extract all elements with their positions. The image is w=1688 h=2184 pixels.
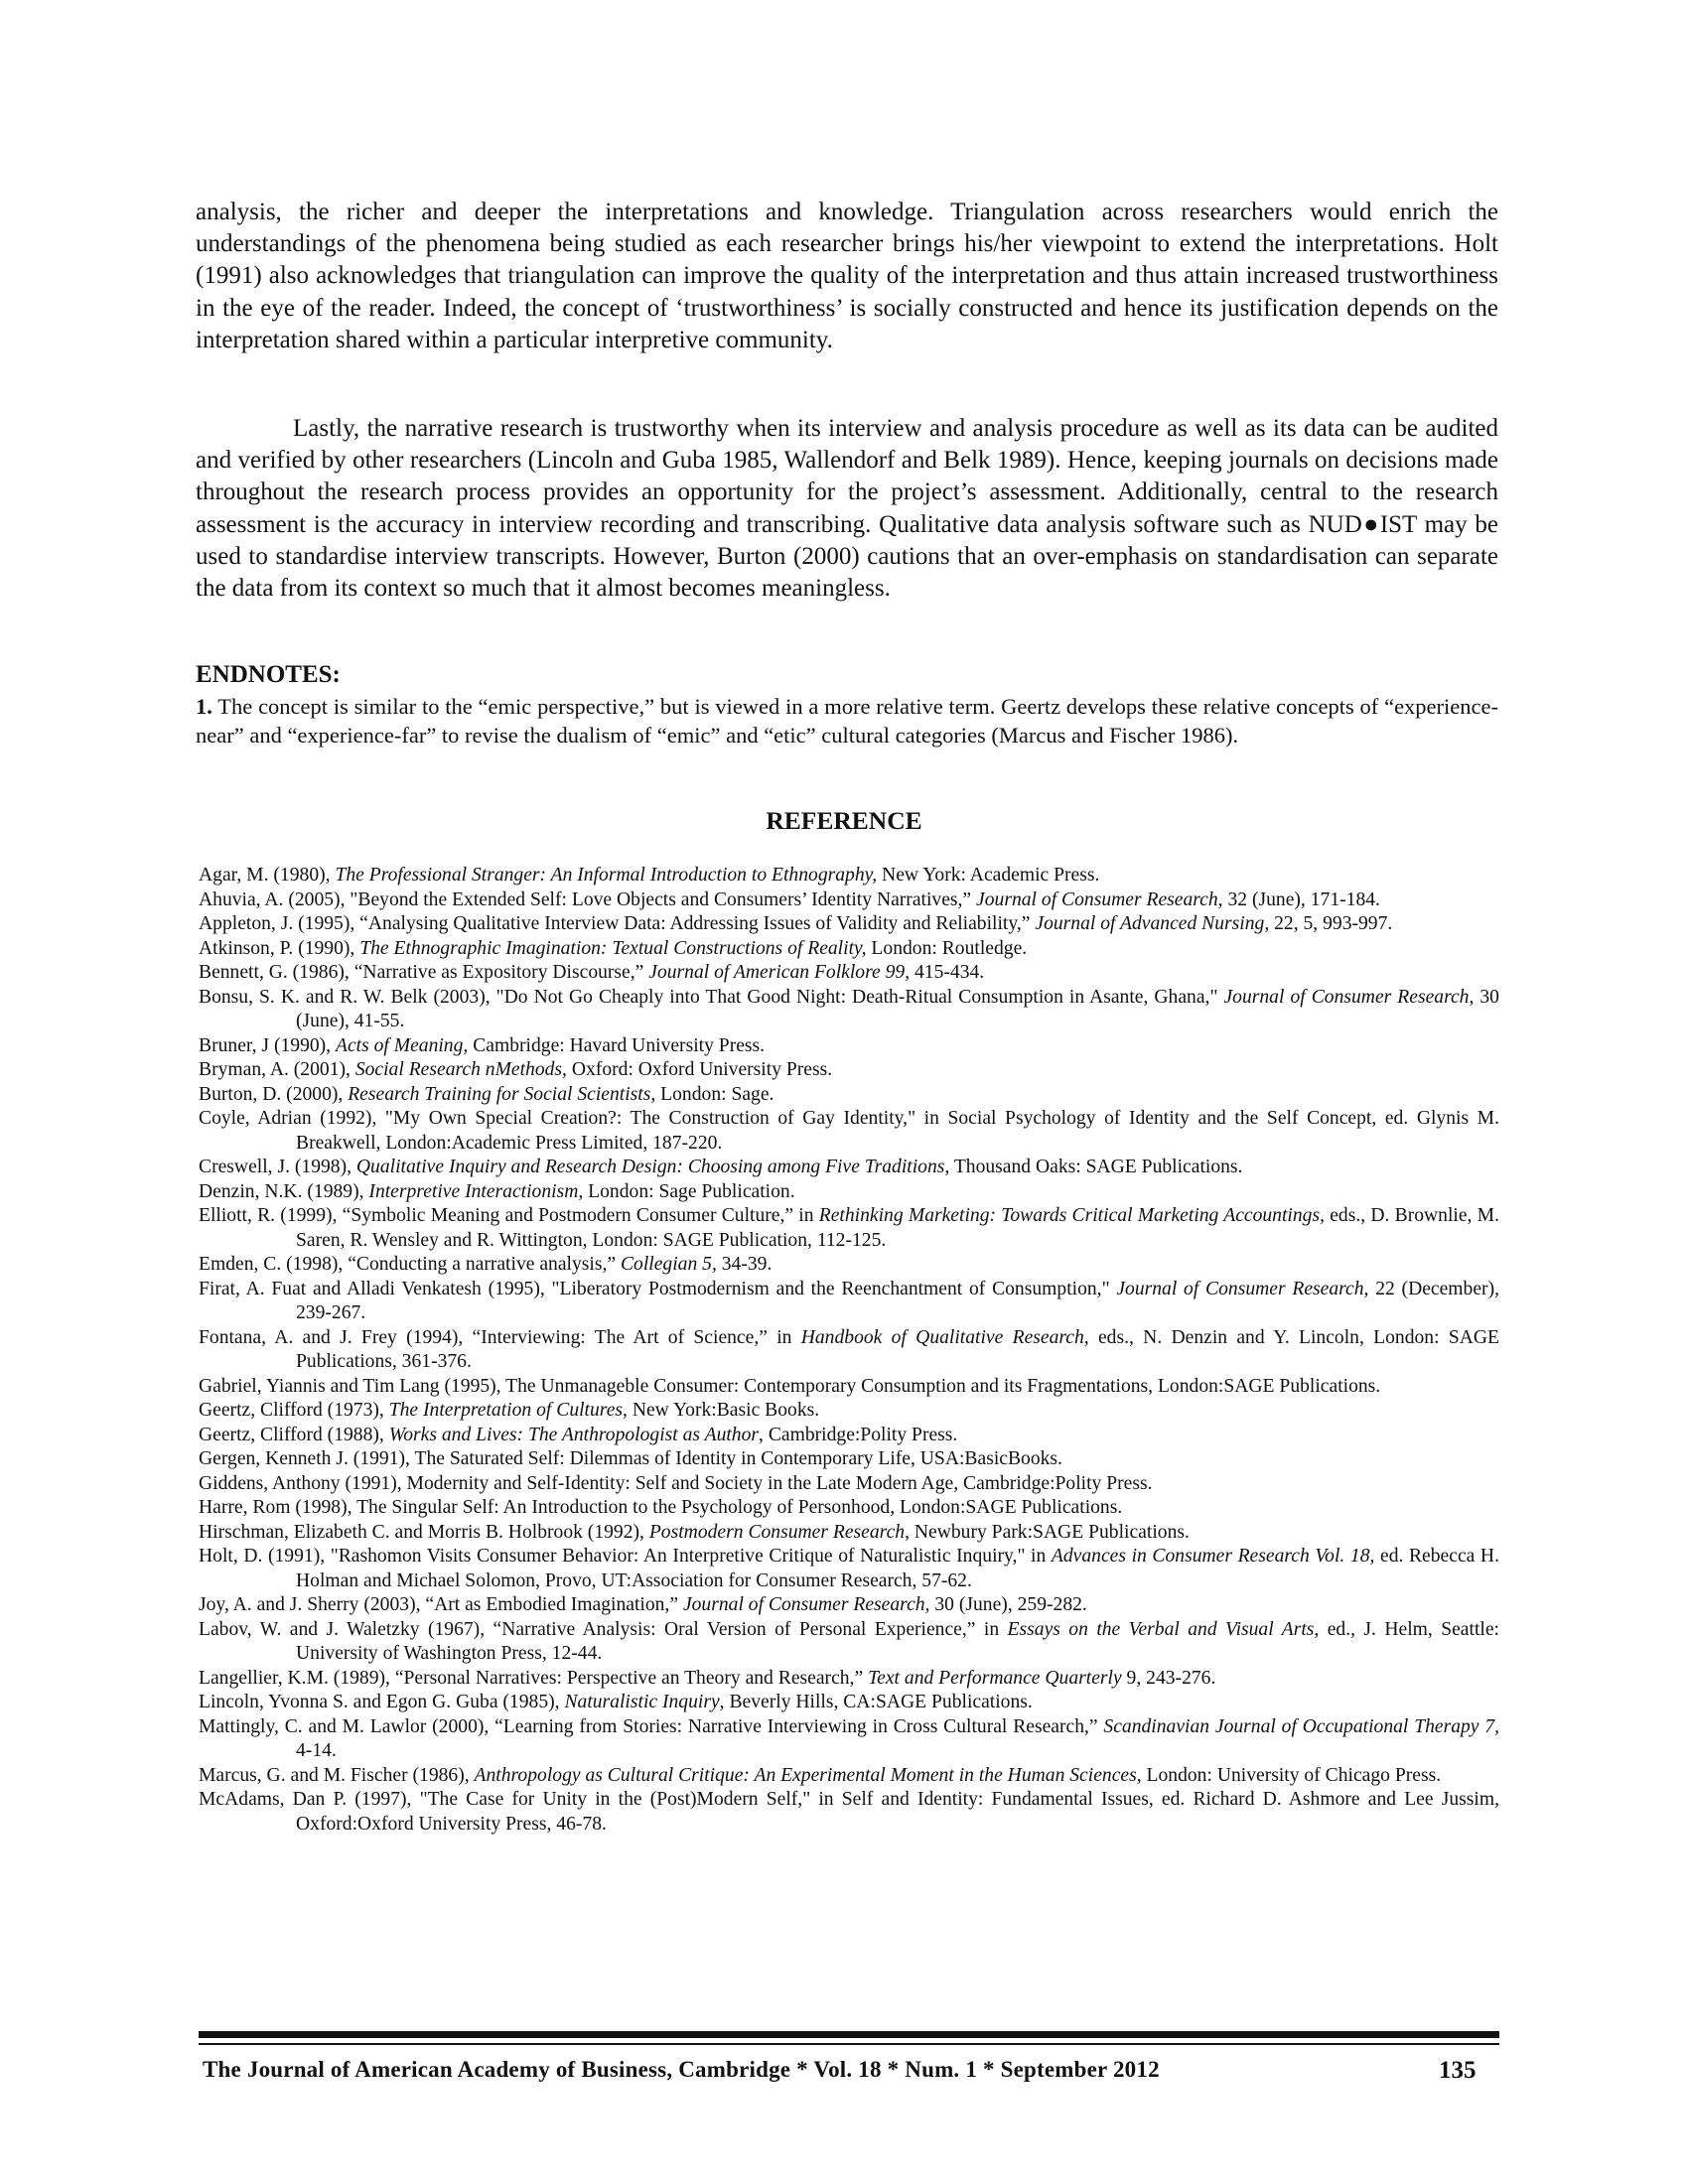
reference-text: Fontana, A. and J. Frey (1994), “Interviewing: The Art of Science,” in bbox=[199, 1326, 801, 1348]
reference-text: London: Routledge. bbox=[866, 937, 1028, 959]
reference-text: Firat, A. Fuat and Alladi Venkatesh (1995), "Liberatory Postmodernism and the Reenchantment of Consumption," bbox=[199, 1278, 1117, 1299]
reference-text: 415-434. bbox=[910, 962, 985, 983]
reference-text: Bennett, G. (1986), “Narrative as Expository Discourse,” bbox=[199, 962, 649, 983]
reference-text: 4-14. bbox=[296, 1740, 337, 1761]
reference-text: Burton, D. (2000), bbox=[199, 1083, 349, 1105]
journal-footer: The Journal of American Academy of Business, Cambridge * Vol. 18 * Num. 1 * September 2012 bbox=[203, 2057, 1160, 2082]
reference-text: , Beverly Hills, CA:SAGE Publications. bbox=[719, 1692, 1033, 1712]
reference-entry bbox=[199, 1788, 1499, 1837]
reference-title: Works and Lives: The Anthropologist as Author bbox=[388, 1424, 760, 1445]
reference-text: Giddens, Anthony (1991), Modernity and Self-Identity: Self and Society in the Late Modern Age, Cambridge:Polity Press. bbox=[199, 1472, 1153, 1494]
reference-entry bbox=[199, 1764, 1499, 1789]
reference-title: Anthropology as Cultural Critique: An Experimental Moment in the Human Sciences, bbox=[474, 1764, 1142, 1786]
reference-title: Essays on the Verbal and Visual Arts, bbox=[1007, 1618, 1320, 1640]
reference-entry bbox=[199, 986, 1499, 1034]
reference-entry bbox=[199, 1521, 1499, 1546]
reference-entry bbox=[199, 1058, 1499, 1083]
reference-entry bbox=[199, 1593, 1499, 1618]
body-paragraph: Lastly, the narrative research is trustworthy when its interview and analysis procedure as well as its data can be audited and verified by other researchers (Lincoln and Guba 1985, Wallendorf and Belk 1989). Hence, keeping journals on decisions made throughout the research process provides an opportunity for the project’s assessment. Additionally, central to the research assessment is the accuracy in interview recording and transcribing. Qualitative data analysis software such as NUD●IST may be used to standardise interview transcripts. However, Burton (2000) cautions that an over-emphasis on standardisation can separate the data from its context so much that it almost becomes meaningless. bbox=[196, 415, 1498, 603]
reference-title: Scandinavian Journal of Occupational Therapy 7, bbox=[1103, 1715, 1500, 1737]
reference-text: , New York:Basic Books. bbox=[623, 1400, 820, 1421]
reference-title: Text and Performance Quarterly bbox=[868, 1667, 1122, 1689]
reference-text: Emden, C. (1998), “Conducting a narrative analysis,” bbox=[199, 1254, 621, 1275]
reference-text: , 22, 5, 993-997. bbox=[1264, 913, 1393, 934]
reference-entry bbox=[199, 1083, 1499, 1108]
reference-entry bbox=[199, 1424, 1499, 1448]
reference-text: Appleton, J. (1995), “Analysing Qualitative Interview Data: Addressing Issues of Validity and Reliability,” bbox=[199, 913, 1036, 934]
reference-text: Elliott, R. (1999), “Symbolic Meaning and Postmodern Consumer Culture,” in bbox=[199, 1205, 819, 1226]
reference-list bbox=[199, 864, 1499, 1837]
reference-entry bbox=[199, 912, 1499, 937]
reference-heading: REFERENCE bbox=[766, 806, 922, 835]
reference-entry bbox=[199, 1180, 1499, 1205]
reference-text: Lincoln, Yvonna S. and Egon G. Guba (1985), bbox=[199, 1692, 565, 1712]
reference-text: Marcus, G. and M. Fischer (1986), bbox=[199, 1764, 475, 1786]
reference-text: Gabriel, Yiannis and Tim Lang (1995), The Unmanageble Consumer: Contemporary Consumption and its Fragmentations, London:SAGE Publications. bbox=[199, 1375, 1381, 1397]
reference-entry bbox=[199, 1545, 1499, 1593]
reference-text: ed. Rebecca H. Holman and Michael Solomon, Provo, UT:Association for Consumer Research, 57-62. bbox=[296, 1546, 1499, 1591]
reference-text: Creswell, J. (1998), bbox=[199, 1157, 356, 1177]
reference-entry bbox=[199, 888, 1499, 913]
reference-entry bbox=[199, 1447, 1499, 1472]
reference-text: Ahuvia, A. (2005), "Beyond the Extended Self: Love Objects and Consumers’ Identity Narratives,” bbox=[199, 888, 977, 910]
reference-title: Journal of American Folklore 99, bbox=[648, 962, 911, 983]
reference-text: Joy, A. and J. Sherry (2003), “Art as Embodied Imagination,” bbox=[199, 1594, 683, 1615]
reference-text: Harre, Rom (1998), The Singular Self: An Introduction to the Psychology of Personhood, London:SAGE Publications. bbox=[199, 1497, 1123, 1518]
reference-title: Journal of Consumer Research, bbox=[682, 1594, 930, 1615]
reference-text: 34-39. bbox=[716, 1254, 773, 1275]
endnote-item bbox=[196, 692, 1498, 750]
reference-title: Journal of Consumer Research, bbox=[1223, 986, 1475, 1008]
endnote-text: The concept is similar to the “emic perspective,” but is viewed in a more relative term. Geertz develops these relative concepts of “experience-near” and “experience-far” to revise the dualism of “emic” and “etic” cultural categories (Marcus and Fischer 1986). bbox=[196, 694, 1498, 748]
reference-title: Collegian 5, bbox=[620, 1254, 717, 1275]
body-paragraph: analysis, the richer and deeper the interpretations and knowledge. Triangulation across researchers would enrich the understandings of the phenomena being studied as each researcher brings his/her viewpoint to extend the interpretations. Holt (1991) also acknowledges that triangulation can improve the quality of the interpretation and thus attain increased trustworthiness in the eye of the reader. Indeed, the concept of ‘trustworthiness’ is socially constructed and hence its justification depends on the interpretation shared within a particular interpretive community. bbox=[196, 199, 1498, 353]
reference-text: Thousand Oaks: SAGE Publications. bbox=[949, 1157, 1243, 1177]
footer-rule-thin bbox=[199, 2043, 1499, 2045]
reference-entry bbox=[199, 864, 1499, 888]
reference-title: Interpretive Interactionism, bbox=[368, 1180, 584, 1202]
reference-text: ed., J. Helm, Seattle: University of Washington Press, 12-44. bbox=[296, 1618, 1499, 1664]
page-number: 135 bbox=[1439, 2057, 1477, 2084]
reference-title: Research Training for Social Scientists, bbox=[348, 1083, 656, 1105]
reference-title: Naturalistic Inquiry bbox=[564, 1692, 720, 1712]
reference-text: Geertz, Clifford (1988), bbox=[199, 1424, 389, 1445]
reference-text: Holt, D. (1991), "Rashomon Visits Consumer Behavior: An Interpretive Critique of Naturalistic Inquiry," in bbox=[199, 1546, 1052, 1567]
reference-entry bbox=[199, 1399, 1499, 1424]
reference-text: London: Sage. bbox=[655, 1083, 774, 1105]
reference-title: The Ethnographic Imagination: Textual Constructions of Reality, bbox=[359, 937, 867, 959]
reference-title: Journal of Consumer Research, bbox=[1116, 1278, 1369, 1299]
reference-title: Qualitative Inquiry and Research Design: Choosing among Five Traditions, bbox=[355, 1157, 950, 1177]
reference-text: Oxford: Oxford University Press. bbox=[566, 1059, 833, 1080]
reference-entry bbox=[199, 937, 1499, 962]
reference-entry bbox=[199, 1375, 1499, 1400]
reference-text: 32 (June), 171-184. bbox=[1222, 888, 1380, 910]
reference-text: Atkinson, P. (1990), bbox=[199, 937, 360, 959]
reference-entry bbox=[199, 1691, 1499, 1715]
reference-title: The Interpretation of Cultures bbox=[388, 1400, 624, 1421]
reference-entry bbox=[199, 1667, 1499, 1692]
reference-entry bbox=[199, 961, 1499, 986]
reference-entry bbox=[199, 1204, 1499, 1253]
reference-text: 9, 243-276. bbox=[1121, 1667, 1216, 1689]
reference-title: Journal of Advanced Nursing bbox=[1035, 913, 1265, 934]
reference-text: Agar, M. (1980), bbox=[199, 865, 336, 886]
reference-title: Acts of Meaning, bbox=[335, 1034, 469, 1056]
reference-title: Rethinking Marketing: Towards Critical Marketing Accountings, bbox=[818, 1205, 1325, 1226]
endnotes-heading: ENDNOTES: bbox=[196, 661, 341, 688]
endnote-number: 1. bbox=[196, 694, 212, 719]
reference-text: Bruner, J (1990), bbox=[199, 1034, 336, 1056]
reference-entry bbox=[199, 1326, 1499, 1375]
reference-text: Bryman, A. (2001), bbox=[199, 1059, 355, 1080]
reference-title: The Professional Stranger: An Informal Introduction to Ethnography, bbox=[335, 865, 878, 886]
reference-title: Advances in Consumer Research Vol. 18, bbox=[1051, 1546, 1375, 1567]
reference-entry bbox=[199, 1156, 1499, 1180]
reference-text: Gergen, Kenneth J. (1991), The Saturated Self: Dilemmas of Identity in Contemporary Life, USA:BasicBooks. bbox=[199, 1448, 1062, 1469]
reference-entry bbox=[199, 1107, 1499, 1156]
reference-text: , Cambridge:Polity Press. bbox=[759, 1424, 958, 1445]
reference-title: Journal of Consumer Research, bbox=[976, 888, 1223, 910]
footer-rule-thick bbox=[199, 2031, 1499, 2038]
reference-text: London: University of Chicago Press. bbox=[1141, 1764, 1442, 1786]
reference-title: Postmodern Consumer Research bbox=[648, 1521, 906, 1543]
reference-text: New York: Academic Press. bbox=[877, 865, 1100, 886]
reference-text: eds., D. Brownlie, M. Saren, R. Wensley and R. Wittington, London: SAGE Publication, 112-125. bbox=[296, 1205, 1499, 1251]
reference-text: , Newbury Park:SAGE Publications. bbox=[905, 1521, 1190, 1543]
reference-text: Labov, W. and J. Waletzky (1967), “Narrative Analysis: Oral Version of Personal Experience,” in bbox=[199, 1618, 1008, 1640]
reference-text: Denzin, N.K. (1989), bbox=[199, 1180, 369, 1202]
reference-text: Hirschman, Elizabeth C. and Morris B. Holbrook (1992), bbox=[199, 1521, 649, 1543]
reference-text: London: Sage Publication. bbox=[583, 1180, 795, 1202]
reference-entry bbox=[199, 1618, 1499, 1667]
reference-entry bbox=[199, 1496, 1499, 1521]
reference-text: 30 (June), 259-282. bbox=[929, 1594, 1087, 1615]
reference-text: Langellier, K.M. (1989), “Personal Narratives: Perspective an Theory and Research,” bbox=[199, 1667, 869, 1689]
reference-text: Coyle, Adrian (1992), "My Own Special Creation?: The Construction of Gay Identity," in Social Psychology of Identity and the Self Concept, ed. Glynis M. Breakwell, London:Academic Press Limited, 187-220. bbox=[199, 1108, 1499, 1154]
reference-entry bbox=[199, 1253, 1499, 1278]
reference-entry bbox=[199, 1472, 1499, 1497]
reference-text: Cambridge: Havard University Press. bbox=[468, 1034, 766, 1056]
reference-text: McAdams, Dan P. (1997), "The Case for Unity in the (Post)Modern Self," in Self and Identity: Fundamental Issues, ed. Richard D. Ashmore and Lee Jussim, Oxford:Oxford University Press, 46-78. bbox=[199, 1789, 1499, 1835]
reference-text: Bonsu, S. K. and R. W. Belk (2003), "Do Not Go Cheaply into That Good Night: Death-Ritual Consumption in Asante, Ghana," bbox=[199, 986, 1224, 1008]
reference-entry bbox=[199, 1034, 1499, 1059]
reference-entry bbox=[199, 1715, 1499, 1764]
reference-title: Handbook of Qualitative Research, bbox=[800, 1326, 1089, 1348]
reference-title: Social Research nMethods, bbox=[354, 1059, 567, 1080]
reference-text: 22 (December), 239-267. bbox=[296, 1278, 1499, 1323]
reference-text: Mattingly, C. and M. Lawlor (2000), “Learning from Stories: Narrative Interviewing in Cross Cultural Research,” bbox=[199, 1715, 1104, 1737]
reference-text: Geertz, Clifford (1973), bbox=[199, 1400, 389, 1421]
reference-text: 30 (June), 41-55. bbox=[296, 986, 1499, 1031]
reference-entry bbox=[199, 1278, 1499, 1326]
reference-text: eds., N. Denzin and Y. Lincoln, London: SAGE Publications, 361-376. bbox=[296, 1326, 1499, 1372]
